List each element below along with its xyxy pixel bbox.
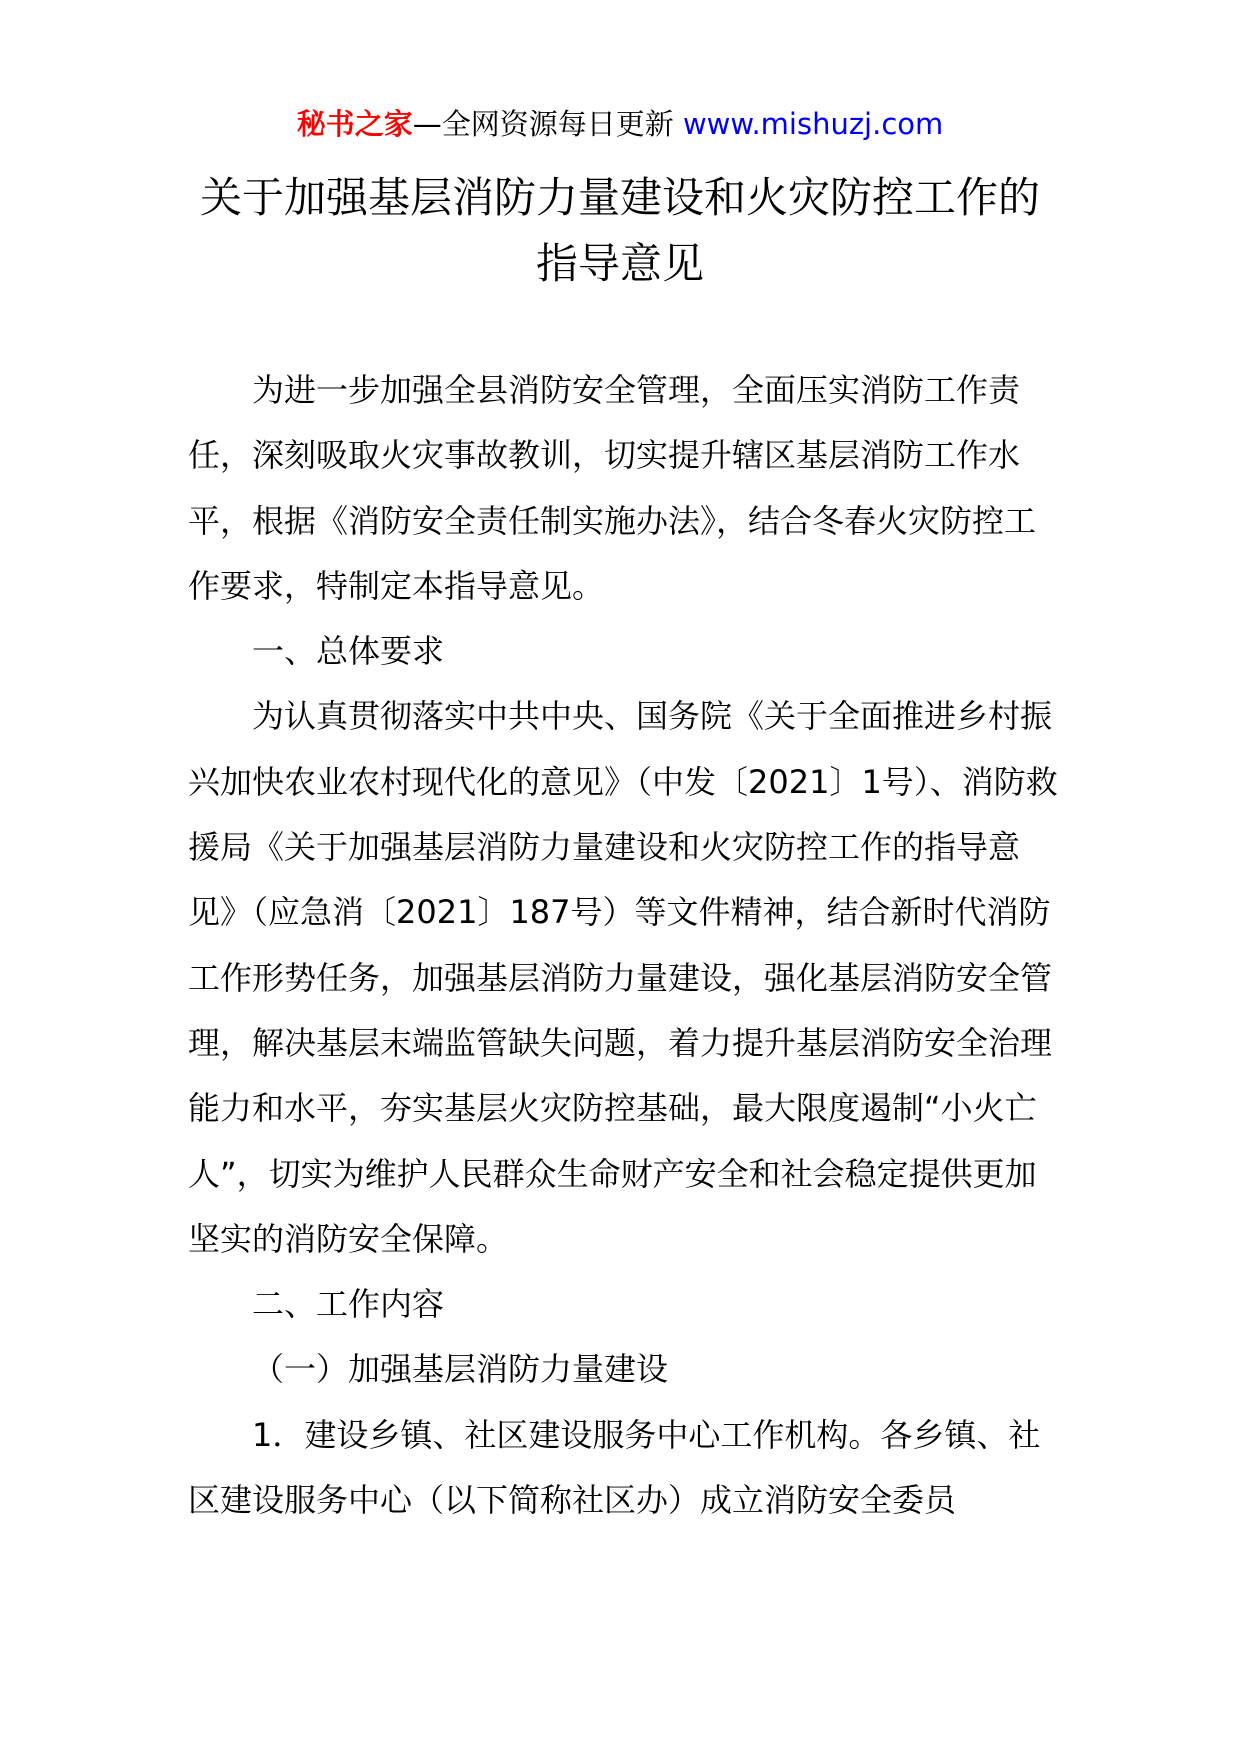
- site-tagline: —全网资源每日更新: [412, 107, 683, 141]
- site-header: [0, 104, 1240, 144]
- document-title: 关于加强基层消防力量建设和火灾防控工作的指导意见: [199, 173, 1040, 288]
- section-heading-general-requirements: 一、总体要求: [252, 632, 445, 671]
- document-body: [188, 358, 1058, 1533]
- general-requirements-paragraph: 为认真贯彻落实中共中央、国务院《关于全面推进乡村振兴加快农业农村现代化的意见》（中发〔2021〕1号）、消防救援局《关于加强基层消防力量建设和火灾防控工作的指导意见》（应急消〔2021〕187号）等文件精神，结合新时代消防工作形势任务，加强基层消防力量建设，强化基层消防安全管理，解决基层末端监管缺失问题，着力提升基层消防安全治理能力和水平，夯实基层火灾防控基础，最大限度遏制“小火亡人”，切实为维护人民群众生命财产安全和社会稳定提供更加坚实的消防安全保障。: [188, 697, 1058, 1258]
- item-paragraph-1: 1．建设乡镇、社区建设服务中心工作机构。各乡镇、社区建设服务中心（以下简称社区办）成立消防安全委员: [188, 1415, 1041, 1520]
- site-brand: 秘书之家: [296, 107, 413, 141]
- section-heading-work-content: 二、工作内容: [252, 1285, 445, 1324]
- site-url-link[interactable]: www.mishuzj.com: [682, 107, 944, 141]
- subsection-heading-strengthen-forces: （一）加强基层消防力量建设: [252, 1350, 669, 1389]
- intro-paragraph: 为进一步加强全县消防安全管理，全面压实消防工作责任，深刻吸取火灾事故教训，切实提升辖区基层消防工作水平，根据《消防安全责任制实施办法》，结合冬春火灾防控工作要求，特制定本指导意见。: [188, 371, 1037, 605]
